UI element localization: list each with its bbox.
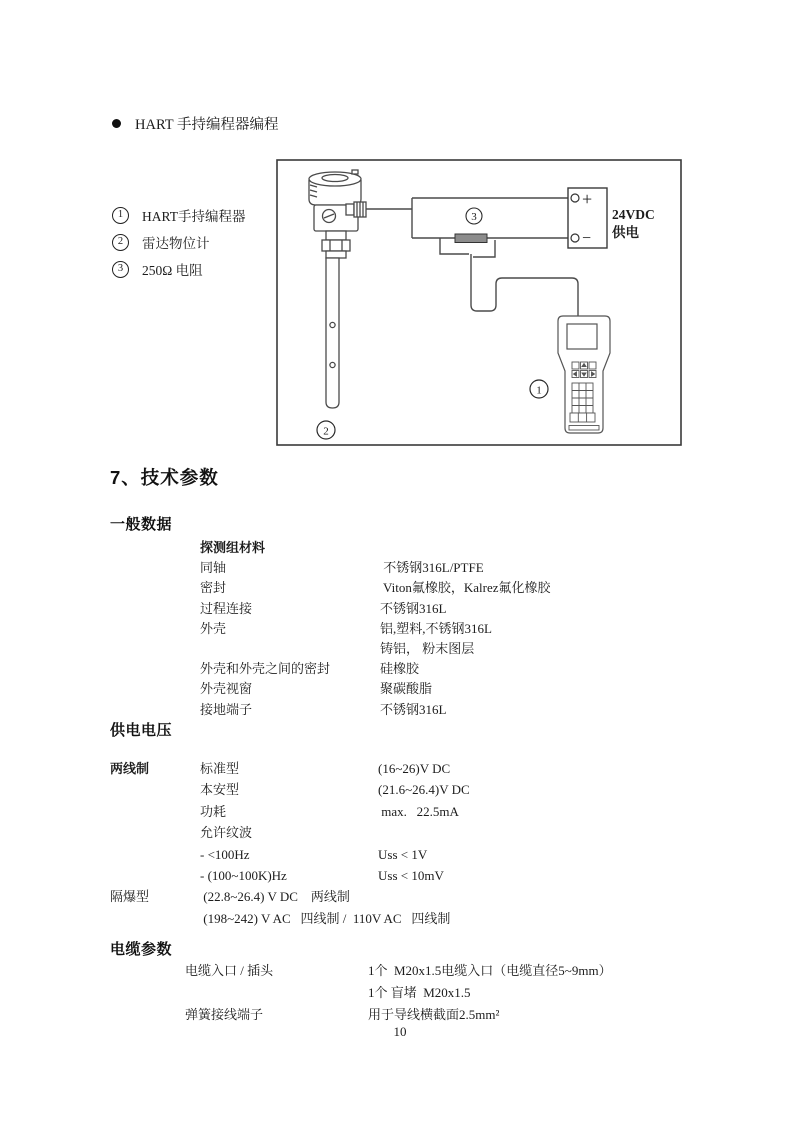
spec-value: 不锈钢316L bbox=[380, 701, 447, 717]
power-group bbox=[110, 847, 200, 868]
power-value: (16~26)V DC bbox=[378, 761, 451, 776]
table-row bbox=[110, 868, 470, 889]
legend-item-1 bbox=[112, 205, 245, 225]
spec-label bbox=[200, 641, 380, 661]
table-row bbox=[200, 621, 551, 641]
spec-label: 外壳视窗 bbox=[200, 681, 253, 697]
circled-1-icon: 1 bbox=[112, 207, 129, 224]
power-value bbox=[378, 889, 470, 910]
bullet-icon bbox=[112, 119, 121, 128]
power-group: 两线制 bbox=[110, 761, 150, 776]
wiring-diagram-svg bbox=[276, 159, 682, 446]
table-row bbox=[200, 661, 551, 681]
cable-heading: 电缆参数 bbox=[110, 941, 173, 958]
wiring-diagram bbox=[276, 159, 682, 446]
legend-label: 250Ω 电阻 bbox=[142, 263, 203, 278]
svg-text:2: 2 bbox=[323, 425, 329, 438]
table-row bbox=[110, 782, 470, 803]
svg-text:1: 1 bbox=[536, 384, 542, 397]
cable-label: 电缆入口 / 插头 bbox=[185, 963, 274, 978]
supply-label-line2: 供电 bbox=[612, 225, 639, 240]
legend-item-3 bbox=[112, 259, 203, 279]
power-label: - (100~100K)Hz bbox=[200, 867, 287, 883]
spec-value: 聚碳酸脂 bbox=[380, 681, 433, 697]
spec-value bbox=[380, 540, 551, 560]
table-row bbox=[110, 889, 470, 910]
section-title: 7、技术参数 bbox=[110, 467, 219, 488]
cable-table bbox=[185, 963, 612, 1029]
power-group: 隔爆型 bbox=[110, 889, 150, 905]
power-value: (21.6~26.4)V DC bbox=[378, 782, 470, 798]
power-label: 功耗 bbox=[200, 803, 227, 819]
page-number: 10 bbox=[393, 1024, 407, 1039]
table-row bbox=[200, 702, 551, 722]
resistor-icon bbox=[455, 234, 487, 243]
table-row bbox=[185, 963, 612, 985]
spec-value: Viton氟橡胶，Kalrez氟化橡胶 bbox=[380, 580, 551, 596]
spec-value: 不锈钢316L/PTFE bbox=[380, 560, 484, 576]
table-row bbox=[110, 825, 470, 846]
plus-sign: + bbox=[582, 189, 593, 209]
bullet-headline bbox=[112, 113, 278, 134]
radar-sensor-icon bbox=[309, 170, 366, 408]
spec-value: 硅橡胶 bbox=[380, 661, 420, 677]
power-label: (198~242) V AC 四线制 / 110V AC 四线制 bbox=[200, 910, 451, 926]
power-label: 标准型 bbox=[200, 761, 240, 776]
table-row bbox=[200, 601, 551, 621]
power-label: 本安型 bbox=[200, 782, 240, 798]
spec-label: 过程连接 bbox=[200, 600, 253, 616]
power-group bbox=[110, 825, 200, 846]
supply-label-line1: 24VDC bbox=[612, 207, 655, 222]
legend-label: HART手持编程器 bbox=[142, 209, 246, 224]
power-value: max. 22.5mA bbox=[378, 803, 459, 819]
table-row bbox=[110, 761, 470, 782]
cable-label bbox=[185, 985, 368, 1007]
svg-text:3: 3 bbox=[471, 211, 477, 223]
power-heading: 供电电压 bbox=[110, 722, 173, 739]
spec-label: 同轴 bbox=[200, 560, 227, 576]
table-row bbox=[200, 681, 551, 701]
power-group bbox=[110, 911, 200, 932]
table-row bbox=[110, 911, 470, 932]
spec-value: 铝,塑料,不锈钢316L bbox=[380, 620, 492, 636]
general-data-table bbox=[200, 540, 551, 722]
spec-label: 接地端子 bbox=[200, 701, 253, 717]
legend-label: 雷达物位计 bbox=[142, 236, 210, 251]
general-data-heading: 一般数据 bbox=[110, 516, 173, 533]
table-row bbox=[110, 847, 470, 868]
circled-2-icon: 2 bbox=[112, 234, 129, 251]
power-value bbox=[378, 911, 470, 932]
legend-item-2 bbox=[112, 232, 210, 252]
supply-terminal-box bbox=[568, 188, 607, 248]
power-table bbox=[110, 761, 470, 932]
power-group bbox=[110, 804, 200, 825]
power-label: - <100Hz bbox=[200, 846, 250, 862]
callout-handheld bbox=[530, 380, 548, 398]
terminal-plus-icon bbox=[571, 194, 579, 202]
spec-value: 不锈钢316L bbox=[380, 600, 447, 616]
table-row bbox=[110, 804, 470, 825]
cable-value: 1个 盲堵 M20x1.5 bbox=[368, 985, 471, 1000]
cable-label: 弹簧接线端子 bbox=[185, 1007, 264, 1022]
spec-label: 密封 bbox=[200, 580, 227, 596]
table-row bbox=[200, 641, 551, 661]
terminal-minus-icon bbox=[571, 234, 579, 242]
cable-value: 用于导线横截面2.5mm² bbox=[368, 1007, 500, 1022]
power-value bbox=[378, 825, 470, 846]
power-value: Uss < 10mV bbox=[378, 867, 444, 883]
spec-label: 外壳 bbox=[200, 620, 227, 636]
table-row bbox=[200, 540, 551, 560]
power-label: (22.8~26.4) V DC 两线制 bbox=[200, 889, 350, 905]
power-label: 允许纹波 bbox=[200, 825, 253, 841]
cable-value: 1个 M20x1.5电缆入口（电缆直径5~9mm） bbox=[368, 963, 612, 978]
power-group bbox=[110, 868, 200, 889]
circled-3-icon: 3 bbox=[112, 261, 129, 278]
table-row bbox=[185, 985, 612, 1007]
bullet-text: HART 手持编程器编程 bbox=[135, 117, 279, 133]
spec-value: 铸铝， 粉末图层 bbox=[380, 640, 475, 656]
callout-resistor bbox=[466, 208, 482, 224]
spec-label: 探测组材料 bbox=[200, 540, 266, 555]
hart-handheld-icon bbox=[558, 316, 610, 433]
spec-label: 外壳和外壳之间的密封 bbox=[200, 661, 331, 677]
table-row bbox=[200, 560, 551, 580]
callout-probe bbox=[317, 421, 335, 439]
power-group bbox=[110, 782, 200, 803]
table-row bbox=[200, 580, 551, 600]
minus-sign: − bbox=[582, 230, 592, 247]
power-value: Uss < 1V bbox=[378, 846, 428, 862]
